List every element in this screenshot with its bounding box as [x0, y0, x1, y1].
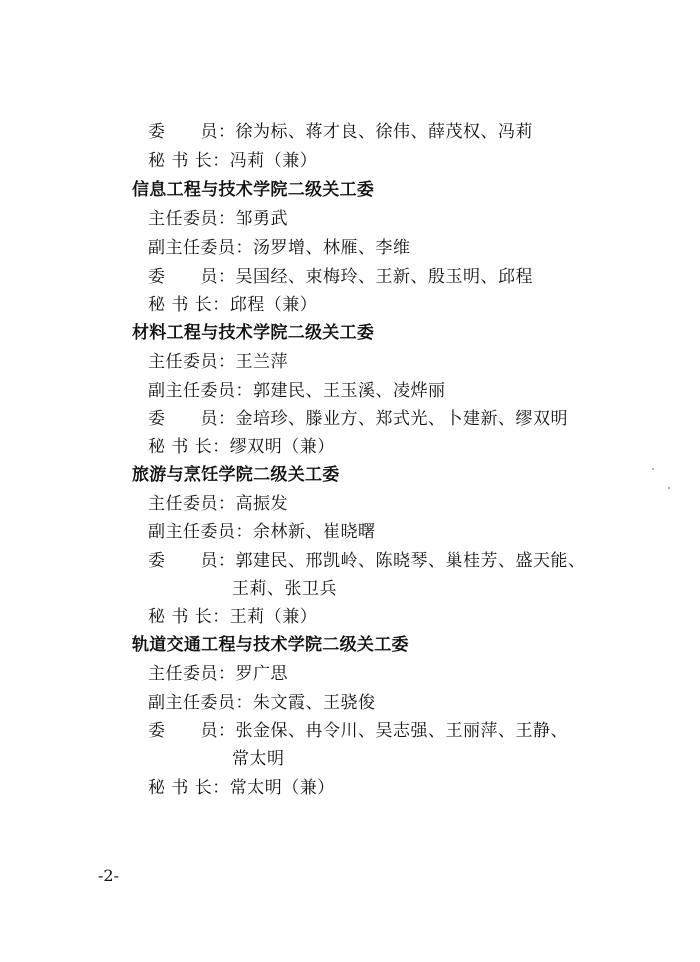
- text-line: 秘 书 长：常太明（兼）: [148, 778, 335, 798]
- text-line: 秘 书 长：邱程（兼）: [148, 295, 318, 315]
- section-heading: 信息工程与技术学院二级关工委: [132, 180, 375, 200]
- section-heading: 材料工程与技术学院二级关工委: [132, 323, 375, 343]
- scan-speck: [652, 468, 654, 470]
- page-number: -2-: [98, 866, 119, 885]
- text-line: 委 员：张金保、冉令川、吴志强、王丽萍、王静、: [148, 721, 568, 741]
- text-line: 秘 书 长：缪双明（兼）: [148, 437, 335, 457]
- text-line: 主任委员：邹勇武: [148, 209, 288, 229]
- section-heading: 旅游与烹饪学院二级关工委: [132, 465, 340, 485]
- text-line: 副主任委员：余林新、崔晓曙: [148, 522, 376, 542]
- text-line-continuation: 王莉、张卫兵: [232, 579, 337, 599]
- scan-speck: [668, 487, 670, 489]
- text-line-continuation: 常太明: [232, 749, 285, 769]
- text-line: 委 员：郭建民、邢凯岭、陈晓琴、巢桂芳、盛天能、: [148, 551, 586, 571]
- text-line: 主任委员：高振发: [148, 494, 288, 514]
- text-line: 副主任委员：朱文霞、王骁俊: [148, 693, 376, 713]
- text-line: 委 员：金培珍、滕业方、郑式光、卜建新、缪双明: [148, 409, 568, 429]
- text-line: 主任委员：罗广思: [148, 664, 288, 684]
- text-line: 主任委员：王兰萍: [148, 352, 288, 372]
- text-line: 委 员：徐为标、蒋才良、徐伟、薛茂权、冯莉: [148, 122, 533, 142]
- text-line: 秘 书 长：冯莉（兼）: [148, 151, 318, 171]
- text-line: 副主任委员：郭建民、王玉溪、凌烨丽: [148, 381, 446, 401]
- text-line: 秘 书 长：王莉（兼）: [148, 607, 318, 627]
- text-line: 委 员：吴国经、束梅玲、王新、殷玉明、邱程: [148, 267, 533, 287]
- text-line: 副主任委员：汤罗增、林雁、李维: [148, 238, 411, 258]
- section-heading: 轨道交通工程与技术学院二级关工委: [132, 635, 409, 655]
